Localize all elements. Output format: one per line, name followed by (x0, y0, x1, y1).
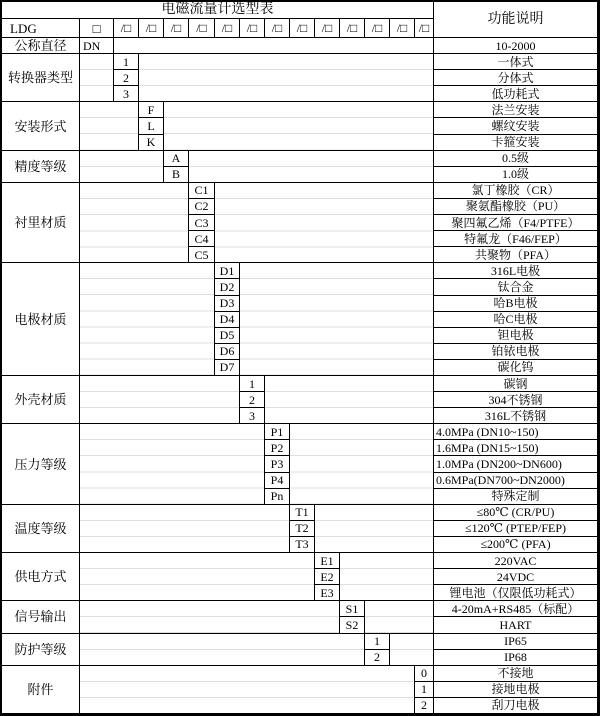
description: 0.6MPa(DN700~DN2000) (434, 473, 598, 489)
description: 法兰安装 (434, 102, 598, 118)
option-code: E1 (315, 553, 340, 569)
description: ≤120℃ (PTEP/FEP) (434, 521, 598, 537)
empty-span (340, 553, 434, 601)
option-code: P1 (265, 424, 290, 440)
group-label-7: 压力等级 (2, 424, 80, 504)
empty-span (240, 263, 434, 376)
model-code-box: □ (80, 19, 114, 38)
description: ≤200℃ (PFA) (434, 537, 598, 553)
description: 卡箍安装 (434, 135, 598, 151)
option-code: C5 (189, 247, 215, 263)
description: 聚四氟乙烯（F4/PTFE） (434, 215, 598, 231)
empty-span (80, 151, 164, 183)
option-code: S1 (340, 601, 365, 617)
description: 316L不锈钢 (434, 408, 598, 424)
option-code: 2 (114, 70, 139, 86)
empty-span (80, 424, 265, 504)
model-code-slot: /□ (315, 19, 340, 38)
option-code: D4 (215, 312, 240, 328)
option-code: 0 (415, 666, 434, 682)
description: 分体式 (434, 70, 598, 86)
model-code-slot: /□ (139, 19, 164, 38)
description: 共聚物（PFA） (434, 247, 598, 263)
model-code-slot: /□ (189, 19, 215, 38)
model-code-slot: /□ (365, 19, 390, 38)
group-label-10: 信号输出 (2, 601, 80, 633)
option-code: 1 (240, 376, 265, 392)
option-code: 3 (240, 408, 265, 424)
option-code: B (164, 167, 189, 183)
description: 碳化钨 (434, 360, 598, 376)
model-code-prefix: LDG (2, 19, 80, 38)
description: 一体式 (434, 54, 598, 70)
model-code-slot: /□ (164, 19, 189, 38)
description: 刮刀电极 (434, 698, 598, 714)
description: 316L电极 (434, 263, 598, 279)
option-code: D5 (215, 328, 240, 344)
group-label-5: 电极材质 (2, 263, 80, 376)
option-code: S2 (340, 617, 365, 633)
empty-span (80, 102, 139, 150)
option-code: D6 (215, 344, 240, 360)
option-code: C3 (189, 215, 215, 231)
description: 10-2000 (434, 38, 598, 54)
option-code: D7 (215, 360, 240, 376)
model-code-slot: /□ (215, 19, 240, 38)
empty-span (189, 151, 434, 183)
empty-span (80, 505, 290, 553)
description: 钽电极 (434, 328, 598, 344)
description: 4-20mA+RS485（标配） (434, 601, 598, 617)
option-code: T1 (290, 505, 315, 521)
empty-span (80, 183, 189, 263)
empty-span (80, 553, 315, 601)
description: 钛合金 (434, 279, 598, 295)
description: 1.0级 (434, 167, 598, 183)
description: 哈B电极 (434, 296, 598, 312)
description: 锂电池（仅限低功耗式） (434, 585, 598, 601)
option-code: E2 (315, 569, 340, 585)
option-code: D2 (215, 279, 240, 295)
group-label-0: 公称直径 (2, 38, 80, 54)
function-column-header: 功能说明 (434, 2, 598, 38)
empty-span (80, 666, 415, 714)
model-code-slot: /□ (340, 19, 365, 38)
table-title: 电磁流量计选型表 (2, 2, 434, 19)
option-code: A (164, 151, 189, 167)
option-code: 1 (415, 682, 434, 698)
description: 4.0MPa (DN10~150) (434, 424, 598, 440)
model-code-slot: /□ (390, 19, 415, 38)
description: 1.0MPa (DN200~DN600) (434, 456, 598, 472)
option-code: T3 (290, 537, 315, 553)
description: 24VDC (434, 569, 598, 585)
option-code: 2 (240, 392, 265, 408)
model-code-slot: /□ (240, 19, 265, 38)
description: 螺纹安装 (434, 118, 598, 134)
empty-span (390, 634, 434, 666)
empty-span (164, 102, 434, 150)
description: 哈C电极 (434, 312, 598, 328)
empty-span (80, 54, 114, 102)
option-code: 1 (365, 634, 390, 650)
description: 低功耗式 (434, 86, 598, 102)
option-code: 3 (114, 86, 139, 102)
group-label-11: 防护等级 (2, 634, 80, 666)
description: 1.6MPa (DN15~150) (434, 440, 598, 456)
option-code: C4 (189, 231, 215, 247)
option-code: 2 (415, 698, 434, 714)
option-code: DN (80, 38, 114, 54)
group-label-1: 转换器类型 (2, 54, 80, 102)
group-label-9: 供电方式 (2, 553, 80, 601)
description: 接地电极 (434, 682, 598, 698)
option-code: P2 (265, 440, 290, 456)
option-code: P3 (265, 456, 290, 472)
empty-span (215, 183, 434, 263)
empty-span (315, 505, 434, 553)
description: 氯丁橡胶（CR） (434, 183, 598, 199)
group-label-6: 外壳材质 (2, 376, 80, 424)
description: 聚氨酯橡胶（PU） (434, 199, 598, 215)
group-label-8: 温度等级 (2, 505, 80, 553)
group-label-4: 衬里材质 (2, 183, 80, 263)
model-code-slot: /□ (415, 19, 434, 38)
option-code: D1 (215, 263, 240, 279)
description: IP65 (434, 634, 598, 650)
description: 220VAC (434, 553, 598, 569)
group-label-2: 安装形式 (2, 102, 80, 150)
description: 特殊定制 (434, 489, 598, 505)
model-code-slot: /□ (290, 19, 315, 38)
description: IP68 (434, 650, 598, 666)
empty-span (80, 601, 340, 633)
empty-span (139, 54, 434, 102)
empty-span (80, 376, 240, 424)
description: HART (434, 617, 598, 633)
description: 碳钢 (434, 376, 598, 392)
description: 铂铱电极 (434, 344, 598, 360)
empty-span (290, 424, 434, 504)
group-label-12: 附件 (2, 666, 80, 714)
option-code: P4 (265, 473, 290, 489)
empty-span (114, 38, 434, 54)
option-code: T2 (290, 521, 315, 537)
option-code: 2 (365, 650, 390, 666)
empty-span (80, 634, 365, 666)
option-code: F (139, 102, 164, 118)
option-code: 1 (114, 54, 139, 70)
empty-span (365, 601, 434, 633)
option-code: Pn (265, 489, 290, 505)
description: 不接地 (434, 666, 598, 682)
option-code: K (139, 135, 164, 151)
option-code: D3 (215, 296, 240, 312)
description: ≤80℃ (CR/PU) (434, 505, 598, 521)
group-label-3: 精度等级 (2, 151, 80, 183)
model-code-slot: /□ (265, 19, 290, 38)
description: 0.5级 (434, 151, 598, 167)
option-code: E3 (315, 585, 340, 601)
description: 特氟龙（F46/FEP） (434, 231, 598, 247)
option-code: C2 (189, 199, 215, 215)
option-code: L (139, 118, 164, 134)
description: 304不锈钢 (434, 392, 598, 408)
empty-span (265, 376, 434, 424)
model-code-slot: /□ (114, 19, 139, 38)
empty-span (80, 263, 215, 376)
option-code: C1 (189, 183, 215, 199)
